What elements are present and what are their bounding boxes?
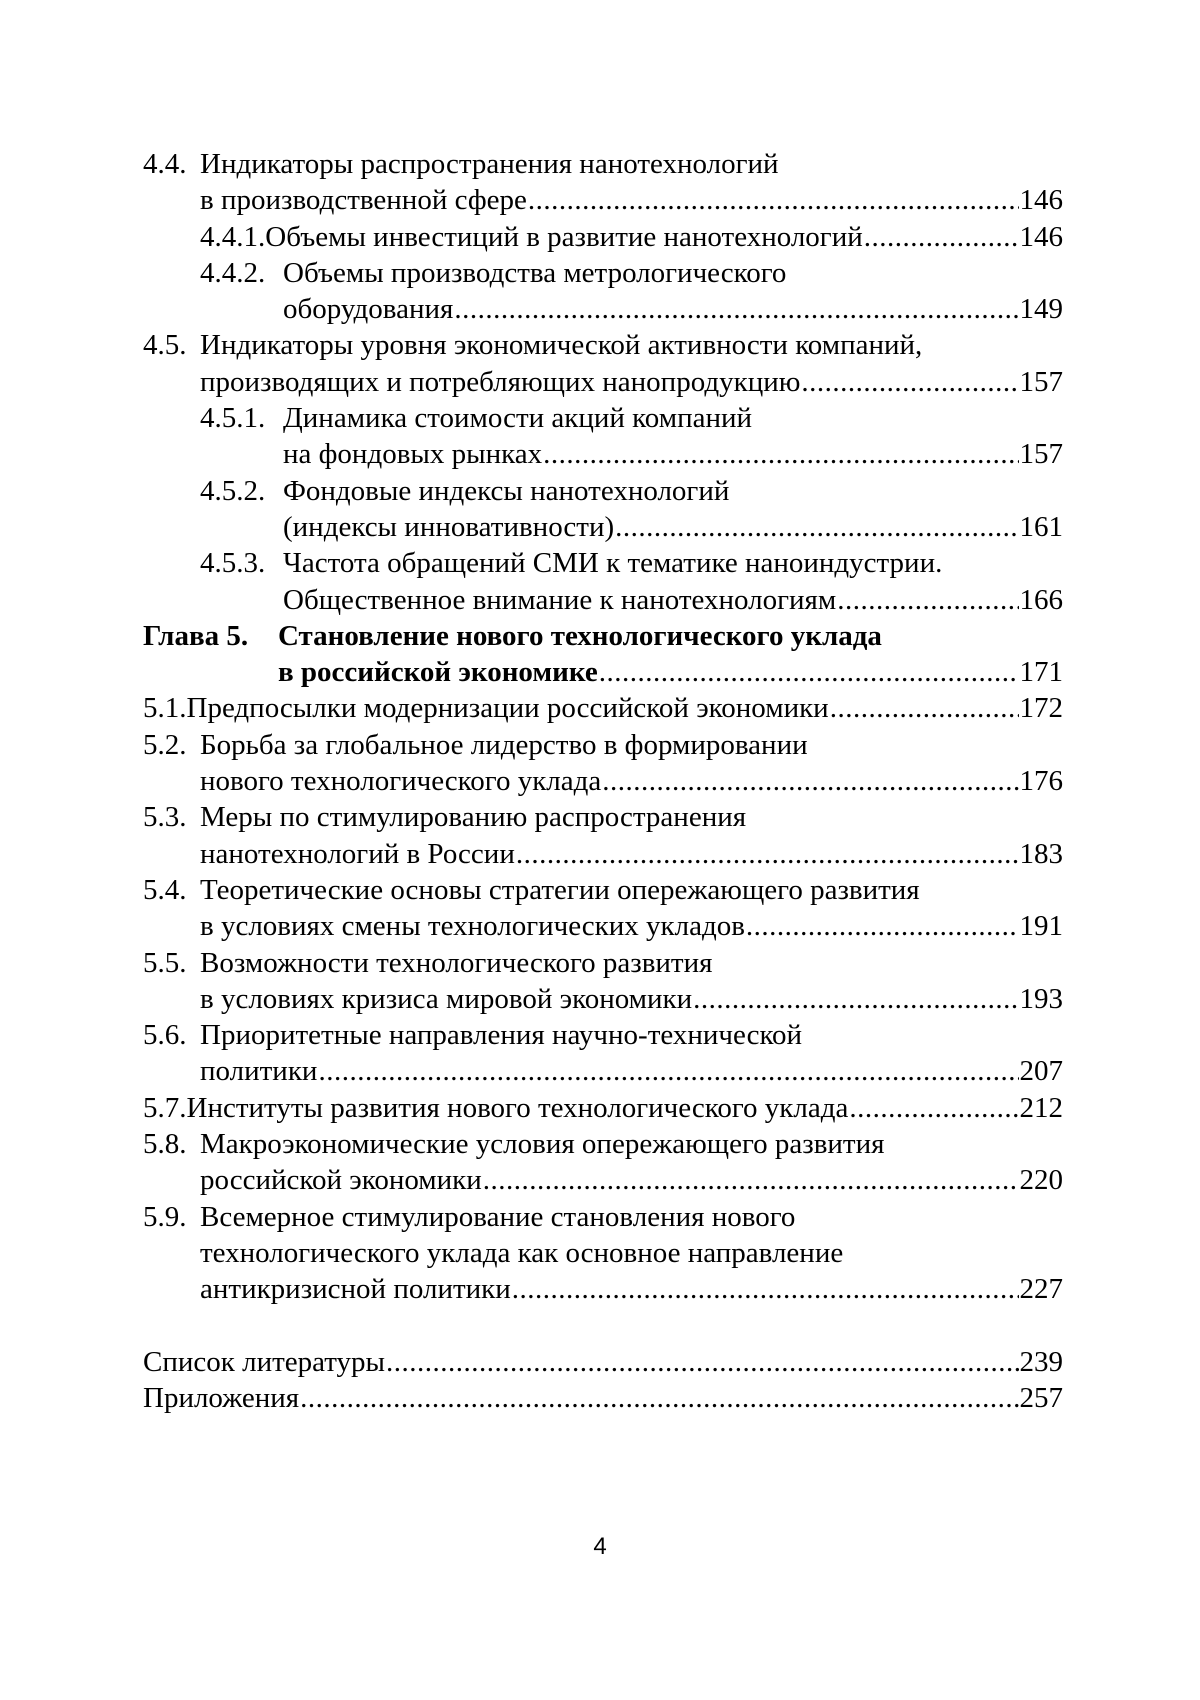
toc-entry-title: Объемы инвестиций в развитие нанотехнологий <box>265 220 863 253</box>
toc-entry-line <box>143 1090 1063 1126</box>
toc-entry-line <box>143 1162 1063 1198</box>
dot-leader <box>864 219 1019 255</box>
dot-leader <box>602 763 1018 799</box>
toc-entry-line <box>143 981 1063 1017</box>
toc-entry-subsection[interactable] <box>143 255 1063 328</box>
toc-entry-title: Становление нового технологического уклада <box>278 619 882 652</box>
toc-entry-line <box>200 509 1063 545</box>
toc-entry-page: 212 <box>1019 1091 1063 1124</box>
toc-entry-title: Всемерное стимулирование становления нового <box>200 1200 796 1233</box>
toc-entry-section[interactable] <box>143 1126 1063 1199</box>
toc-entry-title: Фондовые индексы нанотехнологий <box>283 474 730 507</box>
toc-entry-number: 4.5. <box>143 329 187 362</box>
toc-entry-page: 183 <box>1019 837 1063 870</box>
toc-entry-section[interactable] <box>143 799 1063 872</box>
dot-leader <box>837 582 1018 618</box>
toc-entry-number: 4.5.2. <box>200 474 266 507</box>
toc-entry-title: в производственной сфере <box>200 184 527 217</box>
toc-entry-line <box>143 1344 1063 1380</box>
dot-leader <box>318 1053 1018 1089</box>
toc-entry-title: Возможности технологического развития <box>200 946 713 979</box>
toc-entry-number: 4.4. <box>143 148 187 180</box>
toc-entry-line <box>143 364 1063 400</box>
toc-entry-line <box>200 291 1063 327</box>
toc-entry-line <box>143 146 1063 182</box>
toc-entry-page: 146 <box>1019 184 1063 217</box>
dot-leader <box>830 690 1019 726</box>
toc-entry-page: 193 <box>1019 982 1063 1015</box>
toc-entry-title: оборудования <box>283 293 454 326</box>
toc-entry-page: 172 <box>1019 692 1063 725</box>
toc-entry-line <box>143 1017 1063 1053</box>
toc-entry-title: антикризисной политики <box>200 1273 511 1306</box>
dot-leader <box>543 436 1018 472</box>
toc-entry-title: Макроэкономические условия опережающего развития <box>200 1128 885 1161</box>
toc-entry-page: 171 <box>1019 656 1063 689</box>
toc-entry-page: 149 <box>1019 293 1063 326</box>
toc-entry-number: 5.7. <box>143 1091 187 1124</box>
toc-entry-title: производящих и потребляющих нанопродукцию <box>200 365 801 398</box>
toc-entry-page: 176 <box>1019 765 1063 798</box>
toc-entry-number: Глава 5. <box>143 619 249 652</box>
toc-entry-line <box>143 945 1063 981</box>
toc-entry-line <box>143 763 1063 799</box>
toc-entry-title: на фондовых рынках <box>283 438 543 471</box>
toc-entry-subsection[interactable] <box>143 473 1063 546</box>
toc-entry-line <box>143 327 1063 363</box>
toc-entry-plain[interactable] <box>143 1380 1063 1416</box>
toc-entry-line <box>200 473 1063 509</box>
toc-entry-title: Индикаторы распространения нанотехнологий <box>200 148 779 180</box>
toc-entry-page: 157 <box>1019 438 1063 471</box>
toc-entry-line <box>143 690 1063 726</box>
dot-leader <box>801 364 1018 400</box>
table-of-contents <box>143 146 1063 1416</box>
toc-entry-line <box>200 255 1063 291</box>
toc-entry-line <box>143 1126 1063 1162</box>
toc-entry-title: Список литературы <box>143 1345 386 1378</box>
toc-entry-title: в условиях кризиса мировой экономики <box>200 982 693 1015</box>
toc-entry-title: Динамика стоимости акций компаний <box>283 402 753 435</box>
toc-entry-line <box>200 219 1063 255</box>
toc-entry-page: 239 <box>1019 1345 1063 1378</box>
toc-entry-line <box>143 1380 1063 1416</box>
dot-leader <box>386 1344 1018 1380</box>
toc-entry-number: 5.3. <box>143 801 187 834</box>
toc-entry-line <box>200 582 1063 618</box>
toc-entry-line <box>143 618 1063 654</box>
toc-entry-number: 5.2. <box>143 728 187 761</box>
toc-entry-section[interactable] <box>143 872 1063 945</box>
toc-entry-line <box>143 1271 1063 1307</box>
toc-entry-title: Борьба за глобальное лидерство в формировании <box>200 728 808 761</box>
toc-entry-number: 4.4.2. <box>200 256 266 289</box>
toc-entry-line <box>143 654 1063 690</box>
toc-entry-title: Приложения <box>143 1381 300 1414</box>
toc-entry-number: 5.5. <box>143 946 187 979</box>
toc-entry-number: 5.6. <box>143 1019 187 1052</box>
toc-spacer <box>143 1308 1063 1344</box>
toc-entry-title: Предпосылки модернизации российской экономики <box>186 692 829 725</box>
toc-entry-title: технологического уклада как основное направление <box>200 1236 844 1269</box>
toc-entry-title: Объемы производства метрологического <box>283 256 787 289</box>
toc-entry-title: нанотехнологий в России <box>200 837 515 870</box>
toc-entry-line <box>200 545 1063 581</box>
toc-entry-line <box>143 872 1063 908</box>
toc-entry-section[interactable] <box>143 327 1063 400</box>
toc-entry-title: Меры по стимулированию распространения <box>200 801 747 834</box>
page-number: 4 <box>593 1533 607 1560</box>
toc-entry-page: 207 <box>1019 1055 1063 1088</box>
toc-entry-subsection[interactable] <box>143 219 1063 255</box>
toc-entry-section[interactable] <box>143 146 1063 219</box>
toc-entry-page: 146 <box>1019 220 1063 253</box>
dot-leader <box>454 291 1018 327</box>
toc-entry-page: 220 <box>1019 1164 1063 1197</box>
toc-entry-number: 5.9. <box>143 1200 187 1233</box>
dot-leader <box>300 1380 1018 1416</box>
toc-entry-number: 4.5.3. <box>200 547 266 580</box>
dot-leader <box>483 1162 1019 1198</box>
toc-entry-line <box>143 1235 1063 1271</box>
toc-entry-page: 157 <box>1019 365 1063 398</box>
toc-entry-subsection[interactable] <box>143 545 1063 618</box>
toc-entry-page: 257 <box>1019 1381 1063 1414</box>
toc-entry-page: 166 <box>1019 583 1063 616</box>
toc-entry-section[interactable] <box>143 1090 1063 1126</box>
toc-entry-title: Приоритетные направления научно-технической <box>200 1019 803 1052</box>
toc-entry-title: Частота обращений СМИ к тематике наноиндустрии. <box>283 547 943 580</box>
toc-entry-title: (индексы инновативности) <box>283 510 615 543</box>
toc-entry-section[interactable] <box>143 1017 1063 1090</box>
toc-entry-number: 4.5.1. <box>200 402 266 435</box>
toc-entry-section[interactable] <box>143 945 1063 1018</box>
toc-entry-line <box>143 1199 1063 1235</box>
toc-entry-line <box>143 727 1063 763</box>
toc-entry-chapter[interactable] <box>143 618 1063 691</box>
dot-leader <box>599 654 1019 690</box>
dot-leader <box>516 836 1019 872</box>
dot-leader <box>512 1271 1019 1307</box>
toc-entry-line <box>143 182 1063 218</box>
toc-entry-subsection[interactable] <box>143 400 1063 473</box>
toc-entry-title: Индикаторы уровня экономической активности компаний, <box>200 329 923 362</box>
toc-entry-title: политики <box>200 1055 318 1088</box>
toc-entry-title: нового технологического уклада <box>200 765 602 798</box>
toc-entry-number: 5.8. <box>143 1128 187 1161</box>
toc-entry-line <box>143 799 1063 835</box>
toc-entry-page: 227 <box>1019 1273 1063 1306</box>
dot-leader <box>746 908 1019 944</box>
dot-leader <box>528 182 1019 218</box>
toc-entry-page: 161 <box>1019 510 1063 543</box>
toc-entry-title: в условиях смены технологических укладов <box>200 910 745 943</box>
toc-entry-line <box>143 1053 1063 1089</box>
toc-entry-number: 5.1. <box>143 692 187 725</box>
toc-entry-number: 5.4. <box>143 873 187 906</box>
toc-entry-title: Общественное внимание к нанотехнологиям <box>283 583 837 616</box>
dot-leader <box>849 1090 1018 1126</box>
toc-entry-section[interactable] <box>143 1199 1063 1308</box>
toc-entry-title: Теоретические основы стратегии опережающего развития <box>200 873 920 906</box>
toc-entry-number: 4.4.1. <box>200 220 266 253</box>
toc-entry-page: 191 <box>1019 910 1063 943</box>
toc-entry-line <box>200 436 1063 472</box>
toc-entry-line <box>143 908 1063 944</box>
toc-entry-line <box>200 400 1063 436</box>
toc-entry-title: Институты развития нового технологического уклада <box>186 1091 849 1124</box>
dot-leader <box>693 981 1018 1017</box>
toc-entry-title: российской экономики <box>200 1164 482 1197</box>
dot-leader <box>615 509 1018 545</box>
toc-entry-line <box>143 836 1063 872</box>
toc-entry-plain[interactable] <box>143 1344 1063 1380</box>
toc-entry-section[interactable] <box>143 727 1063 800</box>
toc-entry-title: в российской экономике <box>278 656 598 689</box>
toc-entry-section[interactable] <box>143 690 1063 726</box>
